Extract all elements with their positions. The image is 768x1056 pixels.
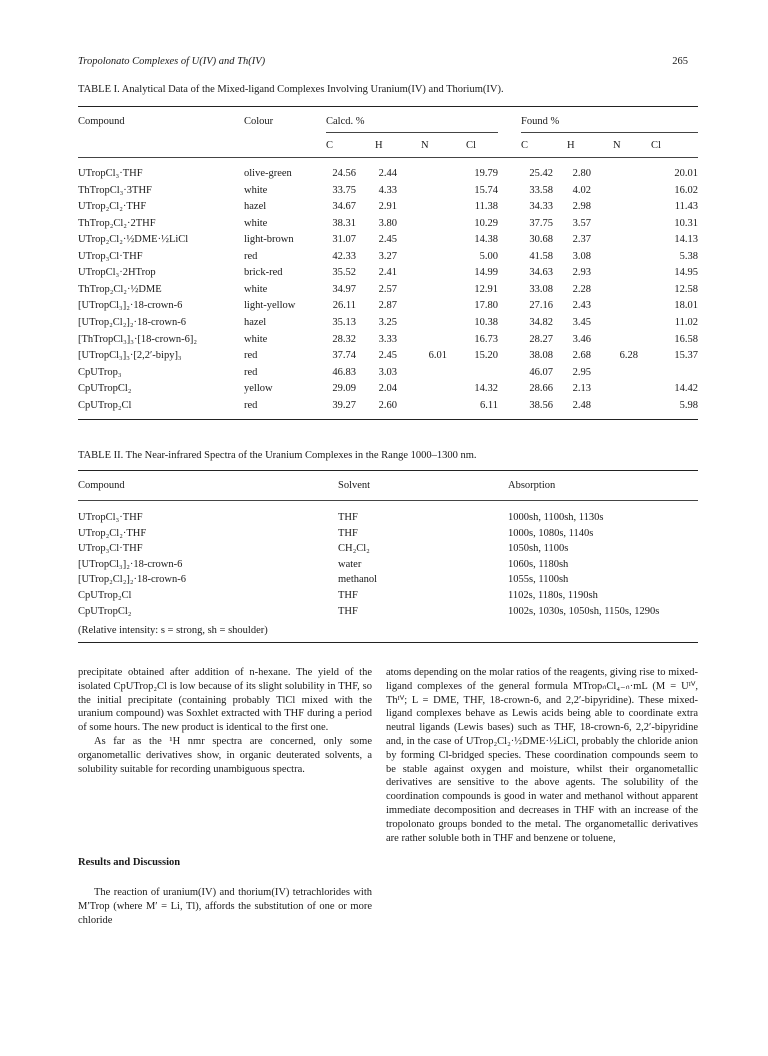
- compound-cell: [UTrop₂Cl₂]₂·18-crown-6: [78, 574, 186, 586]
- calcd-h-cell: 3.03: [378, 366, 397, 378]
- found-h-cell: 3.46: [572, 333, 591, 345]
- absorption-cell: 1000s, 1080s, 1140s: [508, 527, 594, 539]
- absorption-cell: 1050sh, 1100s: [508, 543, 569, 555]
- calcd-cl-cell: 19.79: [474, 168, 498, 179]
- found-c-cell: 46.07: [529, 366, 553, 378]
- found-c-cell: 38.56: [529, 399, 553, 411]
- compound-cell: UTropCl₃·THF: [78, 168, 143, 179]
- found-cl-cell: 10.31: [674, 217, 698, 229]
- found-h-cell: 2.43: [572, 300, 591, 312]
- compound-cell: [ThTropCl₃]₃·[18-crown-6]₂: [78, 333, 198, 345]
- found-c-cell: 27.16: [529, 300, 553, 312]
- compound-cell: [UTropCl₃]₂·18-crown-6: [78, 300, 183, 312]
- colour-cell: white: [244, 184, 268, 196]
- found-h-cell: 4.02: [572, 184, 591, 196]
- compound-cell: ThTrop₂Cl₂·2THF: [78, 217, 156, 229]
- calcd-c-cell: 28.32: [332, 333, 356, 345]
- table1-header-colour: Colour: [244, 116, 274, 127]
- calcd-cl-cell: 16.73: [474, 333, 498, 345]
- found-cl-cell: 11.02: [674, 317, 698, 328]
- page-number: 265: [672, 56, 688, 67]
- found-c-cell: 37.75: [529, 217, 553, 229]
- calcd-h-cell: 2.45: [378, 234, 397, 246]
- calcd-c-cell: 39.27: [332, 399, 356, 411]
- calcd-c-cell: 29.09: [332, 383, 356, 395]
- table1-subheader-cell: C: [521, 140, 529, 151]
- found-h-cell: 3.45: [572, 317, 591, 328]
- calcd-c-cell: 34.97: [332, 283, 356, 295]
- calcd-cl-cell: 11.38: [474, 201, 498, 213]
- colour-cell: white: [244, 283, 268, 295]
- colour-cell: olive-green: [244, 168, 292, 179]
- table2-caption: TABLE II. The Near-infrared Spectra of the Uranium Complexes in the Range 1000–1300 nm.: [78, 450, 477, 461]
- calcd-cl-cell: 14.32: [474, 383, 498, 395]
- left-paragraph-2: As far as the ¹H nmr spectra are concerned, only some organometallic derivatives show, in organic deuterated solvents, a solubility suitable for recording unambiguous spectra.: [78, 735, 372, 775]
- calcd-c-cell: 24.56: [332, 168, 356, 179]
- calcd-c-cell: 35.13: [332, 317, 356, 328]
- left-column-lower: [78, 886, 372, 927]
- colour-cell: white: [244, 333, 268, 345]
- compound-cell: UTrop₃Cl·THF: [78, 250, 143, 262]
- calcd-cl-cell: 14.99: [474, 267, 498, 279]
- found-n-cell: 6.28: [619, 350, 638, 362]
- calcd-c-cell: 34.67: [332, 201, 356, 213]
- calcd-h-cell: 2.60: [378, 399, 397, 411]
- solvent-cell: THF: [338, 590, 358, 601]
- found-c-cell: 33.58: [529, 184, 553, 196]
- calcd-cl-cell: 6.11: [480, 399, 498, 411]
- found-c-cell: 30.68: [529, 234, 553, 246]
- found-cl-cell: 14.13: [674, 234, 698, 246]
- found-h-cell: 2.68: [572, 350, 591, 362]
- table2-header-absorption: Absorption: [508, 480, 556, 491]
- colour-cell: red: [244, 250, 258, 262]
- colour-cell: white: [244, 217, 268, 229]
- compound-cell: ThTrop₂Cl₂·½DME: [78, 283, 162, 295]
- found-c-cell: 25.42: [529, 168, 553, 179]
- calcd-c-cell: 26.11: [332, 300, 356, 312]
- absorption-cell: 1102s, 1180s, 1190sh: [508, 590, 598, 601]
- found-cl-cell: 11.43: [674, 201, 698, 213]
- found-cl-cell: 18.01: [674, 300, 698, 312]
- calcd-h-cell: 3.27: [378, 250, 397, 262]
- found-h-cell: 2.98: [572, 201, 591, 213]
- calcd-c-cell: 33.75: [332, 184, 356, 196]
- solvent-cell: methanol: [338, 574, 378, 586]
- table1-subheader-cell: H: [375, 140, 383, 151]
- found-c-cell: 34.33: [529, 201, 553, 213]
- solvent-cell: THF: [338, 512, 358, 523]
- found-c-cell: 34.82: [529, 317, 553, 328]
- found-c-cell: 33.08: [529, 283, 553, 295]
- found-cl-cell: 16.02: [674, 184, 698, 196]
- colour-cell: hazel: [244, 201, 267, 213]
- table1-subheader-cell: H: [567, 140, 575, 151]
- calcd-h-cell: 2.45: [378, 350, 397, 362]
- table2-header-solvent: Solvent: [338, 480, 371, 491]
- found-h-cell: 2.93: [572, 267, 591, 279]
- compound-cell: UTrop₂Cl₂·THF: [78, 201, 147, 213]
- calcd-h-cell: 2.44: [378, 168, 397, 179]
- found-cl-cell: 20.01: [674, 168, 698, 179]
- calcd-h-cell: 2.04: [378, 383, 397, 395]
- table2-bottom-rule: [78, 642, 698, 643]
- found-h-cell: 2.95: [572, 366, 591, 378]
- compound-cell: ThTropCl₃·3THF: [78, 184, 152, 196]
- colour-cell: red: [244, 399, 258, 411]
- solvent-cell: THF: [338, 527, 358, 539]
- calcd-h-cell: 2.87: [378, 300, 397, 312]
- found-cl-cell: 14.95: [674, 267, 698, 279]
- calcd-c-cell: 46.83: [332, 366, 356, 378]
- compound-cell: CpUTropCl₂: [78, 605, 132, 617]
- table1-found-underline: [521, 132, 698, 133]
- running-head: [78, 56, 688, 72]
- table1-bottom-rule: [78, 419, 698, 420]
- found-h-cell: 3.08: [572, 250, 591, 262]
- calcd-c-cell: 42.33: [332, 250, 356, 262]
- compound-cell: [UTrop₂Cl₂]₂·18-crown-6: [78, 317, 186, 328]
- calcd-c-cell: 31.07: [332, 234, 356, 246]
- found-c-cell: 41.58: [529, 250, 553, 262]
- calcd-cl-cell: 10.38: [474, 317, 498, 328]
- found-h-cell: 2.13: [572, 383, 591, 395]
- found-h-cell: 2.80: [572, 168, 591, 179]
- colour-cell: light-brown: [244, 234, 294, 246]
- colour-cell: hazel: [244, 317, 267, 328]
- calcd-cl-cell: 5.00: [479, 250, 498, 262]
- calcd-n-cell: 6.01: [428, 350, 447, 362]
- table2-top-rule: [78, 470, 698, 471]
- table1-header-found: Found %: [521, 116, 560, 127]
- absorption-cell: 1060s, 1180sh: [508, 558, 569, 570]
- colour-cell: yellow: [244, 383, 273, 395]
- found-cl-cell: 5.98: [679, 399, 698, 411]
- found-h-cell: 2.48: [572, 399, 591, 411]
- compound-cell: UTropCl₃·2HTrop: [78, 267, 156, 279]
- right-column: [386, 666, 698, 845]
- calcd-h-cell: 2.91: [378, 201, 397, 213]
- absorption-cell: 1055s, 1100sh: [508, 574, 569, 586]
- found-h-cell: 3.57: [572, 217, 591, 229]
- calcd-cl-cell: 10.29: [474, 217, 498, 229]
- table1-subheader-cell: N: [613, 140, 621, 151]
- calcd-h-cell: 2.41: [378, 267, 397, 279]
- calcd-h-cell: 3.25: [378, 317, 397, 328]
- calcd-cl-cell: 12.91: [474, 283, 498, 295]
- calcd-h-cell: 4.33: [378, 184, 397, 196]
- found-cl-cell: 14.42: [674, 383, 698, 395]
- colour-cell: light-yellow: [244, 300, 296, 312]
- compound-cell: CpUTrop₂Cl: [78, 590, 132, 601]
- calcd-cl-cell: 14.38: [474, 234, 498, 246]
- found-h-cell: 2.28: [572, 283, 591, 295]
- calcd-h-cell: 3.33: [378, 333, 397, 345]
- table1-subheader-cell: Cl: [466, 140, 476, 151]
- compound-cell: CpUTropCl₂: [78, 383, 132, 395]
- compound-cell: CpUTrop₂Cl: [78, 399, 132, 411]
- table1-subheader-cell: Cl: [651, 140, 661, 151]
- table1-subheader-cell: C: [326, 140, 334, 151]
- table1-top-rule: [78, 106, 698, 107]
- compound-cell: UTrop₃Cl·THF: [78, 543, 143, 555]
- absorption-cell: 1002s, 1030s, 1050sh, 1150s, 1290s: [508, 605, 660, 617]
- found-c-cell: 34.63: [529, 267, 553, 279]
- found-h-cell: 2.37: [572, 234, 591, 246]
- compound-cell: CpUTrop₃: [78, 366, 122, 378]
- running-head-title: Tropolonato Complexes of U(IV) and Th(IV): [78, 56, 266, 67]
- table2-header-rule: [78, 500, 698, 501]
- calcd-cl-cell: 15.74: [474, 184, 498, 196]
- solvent-cell: CH₂Cl₂: [338, 543, 370, 555]
- found-cl-cell: 15.37: [674, 350, 698, 362]
- calcd-c-cell: 38.31: [332, 217, 356, 229]
- table1-subheader-cell: N: [421, 140, 429, 151]
- left-paragraph-1: precipitate obtained after addition of n-hexane. The yield of the isolated CpUTrop₂Cl is low because of its slight solubility in THF, so the initial precipitate (containing probably TlCl mixed with the uranium compound) was Soxhlet extracted with THF during a period of some hours. The new product is identical to the first one.: [78, 667, 372, 734]
- found-cl-cell: 16.58: [674, 333, 698, 345]
- table1-header-compound: Compound: [78, 116, 125, 127]
- left-column: [78, 666, 372, 776]
- solvent-cell: THF: [338, 605, 358, 617]
- left-paragraph-3: The reaction of uranium(IV) and thorium(IV) tetrachlorides with M′Trop (where M′ = Li, Tl), affords the substitution of one or more chloride: [78, 887, 372, 926]
- compound-cell: UTrop₂Cl₂·THF: [78, 527, 147, 539]
- found-cl-cell: 12.58: [674, 283, 698, 295]
- compound-cell: UTrop₂Cl₂·½DME·½LiCl: [78, 234, 189, 246]
- table2-header-compound: Compound: [78, 480, 125, 491]
- compound-cell: [UTropCl₃]₂·18-crown-6: [78, 558, 183, 570]
- found-cl-cell: 5.38: [679, 250, 698, 262]
- calcd-cl-cell: 17.80: [474, 300, 498, 312]
- calcd-c-cell: 37.74: [332, 350, 356, 362]
- found-c-cell: 38.08: [529, 350, 553, 362]
- section-heading: Results and Discussion: [78, 857, 181, 868]
- calcd-cl-cell: 15.20: [474, 350, 498, 362]
- table1-caption: TABLE I. Analytical Data of the Mixed-ligand Complexes Involving Uranium(IV) and Thorium(IV).: [78, 84, 504, 95]
- table1-header-calcd: Calcd. %: [326, 116, 365, 127]
- solvent-cell: water: [338, 558, 362, 570]
- calcd-h-cell: 2.57: [378, 283, 397, 295]
- calcd-h-cell: 3.80: [378, 217, 397, 229]
- table2-footnote: (Relative intensity: s = strong, sh = shoulder): [78, 625, 268, 636]
- calcd-c-cell: 35.52: [332, 267, 356, 279]
- table1-calcd-underline: [326, 132, 498, 133]
- compound-cell: [UTropCl₃]₃·[2,2′-bipy]₃: [78, 350, 182, 362]
- table1-header-rule: [78, 157, 698, 158]
- colour-cell: brick-red: [244, 267, 283, 279]
- found-c-cell: 28.66: [529, 383, 553, 395]
- right-paragraph-1: atoms depending on the molar ratios of the reagents, giving rise to mixed-ligand complexes of the general formula MTropₙCl₄₋ₙ·mL (M = Uᴵⱽ, Thᴵⱽ; L = DME, THF, 18-crown-6, and 2,2′-bipyridine). These mixed-ligand complexes behave as Lewis acids being able to coordinate extra neutral ligands (Lewis bases) such as THF, 18-crown-6, 2,2′-bipyridine and, in the case of UTrop₂Cl₂·½DME·½LiCl, probably the chloride anion by forming Cl-bridged species. These coordination compounds seem to be stable against oxygen and moisture, whilst their organometallic derivatives are sensitive to the above agents. The solubility of the coordination compounds is good in water and methanol without apparent immediate decomposition and decreases in THF with an increase of the tropolonato groups bonded to the metal. The organometallic derivatives are rather soluble both in THF and benzene or toluene,: [386, 667, 698, 844]
- absorption-cell: 1000sh, 1100sh, 1130s: [508, 512, 604, 523]
- colour-cell: red: [244, 366, 258, 378]
- compound-cell: UTropCl₃·THF: [78, 512, 143, 523]
- found-c-cell: 28.27: [529, 333, 553, 345]
- colour-cell: red: [244, 350, 258, 362]
